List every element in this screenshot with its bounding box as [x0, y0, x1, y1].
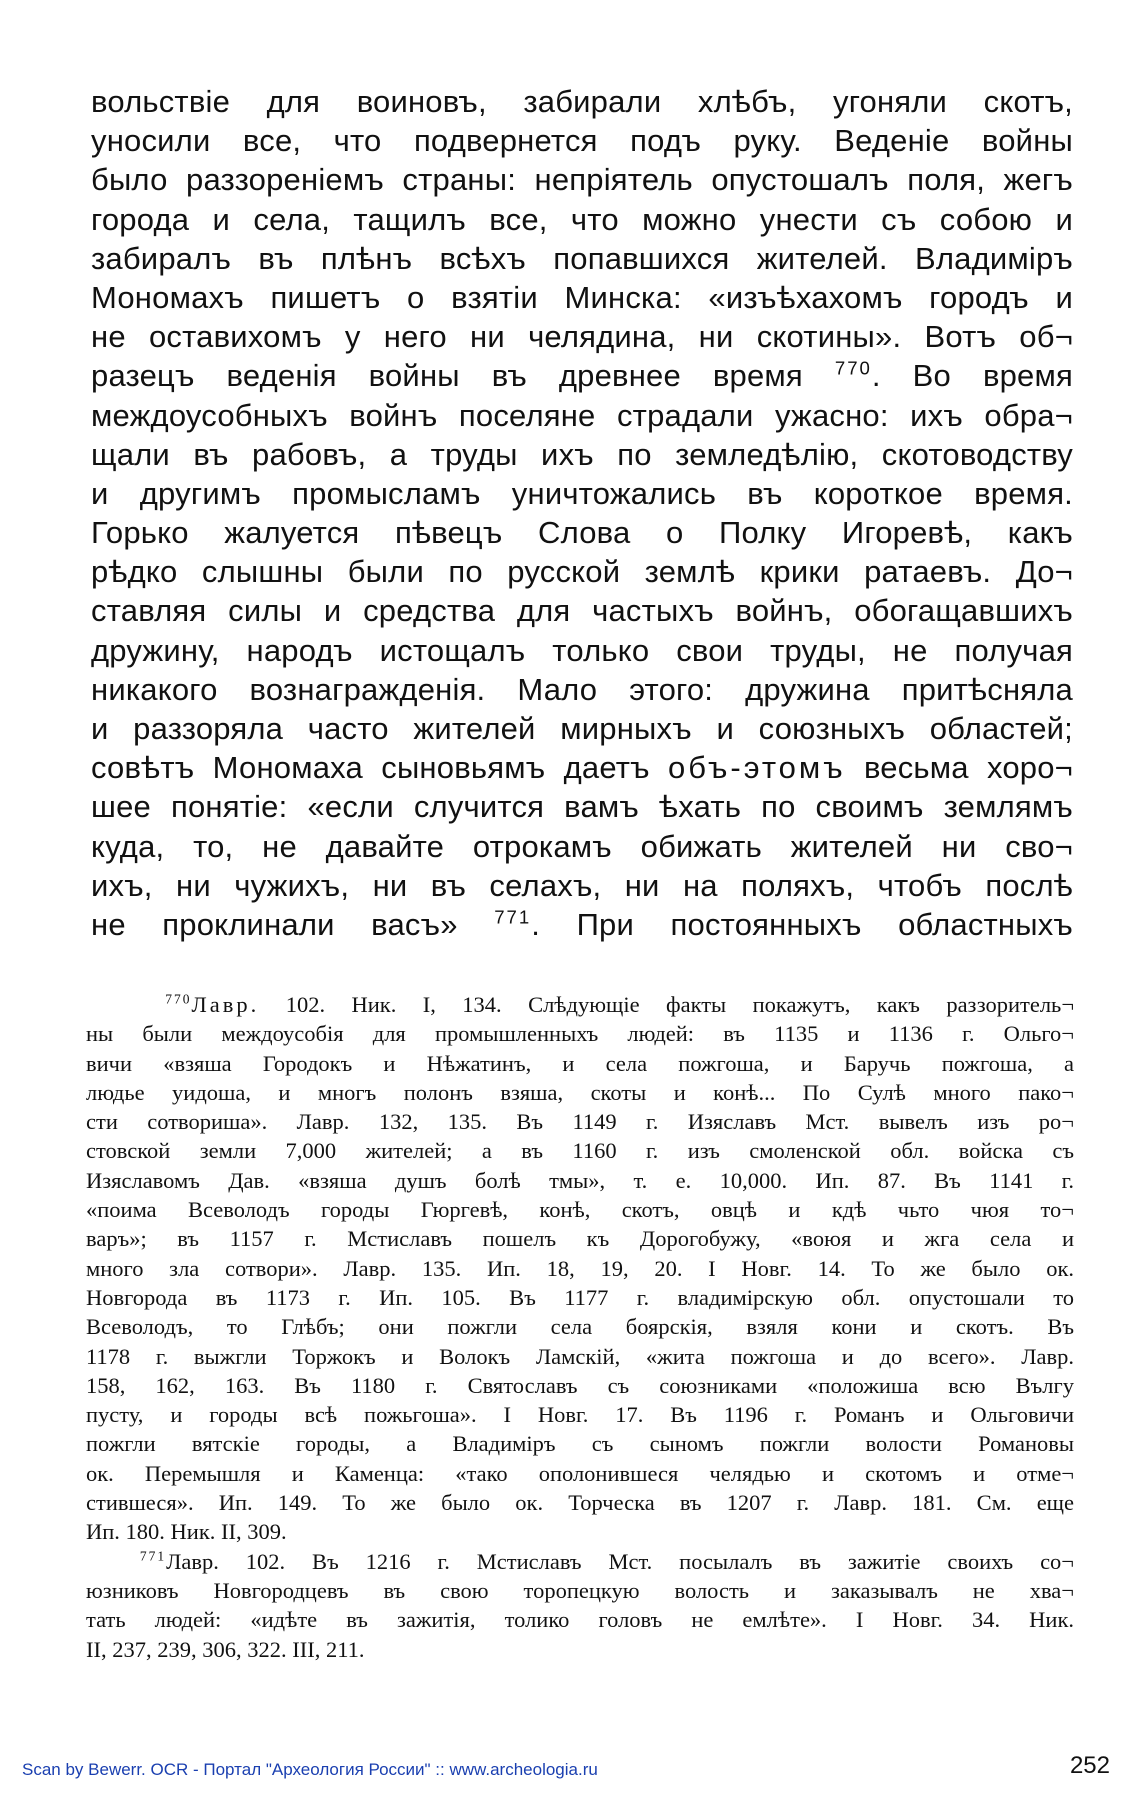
footnote-line: ок. Перемышля и Каменца: «тако ополонившеся челядью и скотомъ и отме¬: [86, 1460, 1074, 1486]
footnote-line: юзниковъ Новгородцевъ въ свою торопецкую волость и заказывалъ не хва¬: [86, 1577, 1074, 1603]
footnote-source: Лавр.: [191, 992, 260, 1017]
text-line: [91, 748, 1073, 787]
footnote-ref-771[interactable]: 771: [494, 906, 532, 928]
text-line: уносили все, что подвернется подъ руку. Веденіе войны: [91, 123, 1073, 159]
footnote-line: Новгорода въ 1173 г. Ип. 105. Въ 1177 г. владимірскую обл. опустошали то: [86, 1284, 1074, 1310]
text-line: и другимъ промысламъ уничтожались въ короткое время.: [91, 475, 1073, 511]
text-line: дружину, народъ истощалъ только свои труды, не получая: [91, 632, 1073, 668]
footnote-line: пусту, и городы всѣ пожьгоша». I Новг. 17. Въ 1196 г. Романъ и Ольговичи: [86, 1402, 1074, 1428]
footnote-line: варъ»; въ 1157 г. Мстиславъ пошелъ къ Дорогобужу, «воюя и жга села и: [86, 1226, 1074, 1252]
text-line: забиралъ въ плѣнъ всѣхъ попавшихся жителей. Владиміръ: [91, 240, 1073, 276]
text-line: шее понятіе: «если случится вамъ ѣхать по своимъ землямъ: [91, 789, 1073, 825]
text-line: Горько жалуется пѣвецъ Слова о Полку Игоревѣ, какъ: [91, 515, 1073, 551]
page-number: 252: [1069, 1752, 1110, 1779]
footnote-line: [86, 990, 1074, 1019]
text-line: никакого вознагражденія. Мало этого: дружина притѣсняла: [91, 671, 1073, 707]
footnote-line: II, 237, 239, 306, 322. III, 211.: [86, 1636, 365, 1662]
footnote-line: людье уидоша, и многъ полонъ взяша, скоты и конѣ... По Сулѣ много пако¬: [86, 1079, 1074, 1105]
text-line: Мономахъ пишетъ о взятіи Минска: «изъѣхахомъ городъ и: [91, 279, 1073, 315]
text-fragment: разецъ веденія войны въ древнее время: [91, 358, 803, 394]
footnote-line: ны были междоусобія для промышленныхъ людей: въ 1135 и 1136 г. Ольго¬: [86, 1021, 1074, 1047]
text-line: щали въ рабовъ, а труды ихъ по земледѣлію, скотоводству: [91, 436, 1073, 472]
text-fragment: совѣтъ Мономаха сыновьямъ даетъ: [91, 750, 650, 786]
text-line: не оставихомъ у него ни челядина, ни скотины». Вотъ об¬: [91, 319, 1073, 355]
footnote-line: «поима Всеволодъ городы Гюргевѣ, конѣ, скотъ, овцѣ и кдѣ чьто чюя то¬: [86, 1197, 1074, 1223]
text-fragment: . Во время: [871, 358, 1073, 394]
footnote-line: вичи «взяша Городокъ и Нѣжатинъ, и села пожгоша, и Баручь пожгоша, а: [86, 1050, 1074, 1076]
footnote-line: тать людей: «идѣте въ зажитія, толико головъ не емлѣте». I Новг. 34. Ник.: [86, 1607, 1074, 1633]
footnote-line: 158, 162, 163. Въ 1180 г. Святославъ съ союзниками «положиша всю Вългу: [86, 1372, 1074, 1398]
footnote-line: стовской земли 7,000 жителей; а въ 1160 г. изъ смоленской обл. войска съ: [86, 1138, 1074, 1164]
text-line: ихъ, ни чужихъ, ни въ селахъ, ни на поляхъ, чтобъ послѣ: [91, 867, 1073, 903]
text-line: [91, 356, 1073, 395]
footnote-ref-770[interactable]: 770: [834, 357, 872, 379]
text-fragment: 102. Ник. I, 134. Слѣдующіе факты покажутъ, какъ раззоритель¬: [285, 992, 1075, 1017]
text-line: куда, то, не давайте отрокамъ обижать жителей ни сво¬: [91, 828, 1073, 864]
footnote-line: [86, 1547, 1074, 1576]
text-fragment: Лавр. 102. Въ 1216 г. Мстиславъ Мст. посылалъ въ зажитіе своихъ со¬: [166, 1548, 1074, 1574]
footnotes: [86, 990, 1074, 1664]
footnote-line: Всеволодъ, то Глѣбъ; они пожгли села боярскія, взяля кони и скотъ. Въ: [86, 1314, 1074, 1340]
footnote-line: сти сотвориша». Лавр. 132, 135. Въ 1149 г. Изяславъ Мст. вывелъ изъ ро¬: [86, 1109, 1074, 1135]
text-line: ставляя силы и средства для частыхъ войнъ, обогащавшихъ: [91, 593, 1073, 629]
text-line: [91, 905, 1073, 944]
footnote-line: 1178 г. выжгли Торжокъ и Волокъ Ламскій, «жита пожгоша и до всего». Лавр.: [86, 1343, 1074, 1369]
footnote-line: стившеся». Ип. 149. То же было ок. Торческа въ 1207 г. Лавр. 181. См. еще: [86, 1490, 1074, 1516]
text-fragment: не проклинали васъ»: [91, 906, 458, 942]
text-line: вольствіе для воиновъ, забирали хлѣбъ, угоняли скотъ,: [91, 84, 1073, 119]
text-line: междоусобныхъ войнъ поселяне страдали ужасно: ихъ обра¬: [91, 397, 1073, 433]
footnote-line: пожгли вятскіе городы, а Владиміръ съ сыномъ пожгли волости Романовы: [86, 1431, 1074, 1457]
footnote-line: Ип. 180. Ник. II, 309.: [86, 1519, 287, 1545]
main-text: [91, 82, 1073, 944]
footnote-marker-771: 771: [139, 1548, 167, 1564]
text-fragment: весьма хоро¬: [863, 750, 1073, 786]
text-line: города и села, тащилъ все, что можно унести съ собою и: [91, 201, 1073, 237]
text-line: и раззоряла часто жителей мирныхъ и союзныхъ областей;: [91, 711, 1073, 746]
text-line: рѣдко слышны были по русской землѣ крики ратаевъ. До¬: [91, 554, 1073, 590]
footnote-line: много зла сотвори». Лавр. 135. Ип. 18, 19, 20. I Новг. 14. То же было ок.: [86, 1255, 1074, 1281]
footnote-line: Изяславомъ Дав. «взяша душъ болѣ тмы», т. е. 10,000. Ип. 87. Въ 1141 г.: [86, 1167, 1074, 1193]
footnote-marker-770: 770: [165, 991, 192, 1007]
spaced-word: объ-этомъ: [668, 750, 846, 786]
text-fragment: . При постоянныхъ областныхъ: [531, 906, 1073, 942]
text-line: было раззореніемъ страны: непріятель опустошалъ поля, жегъ: [91, 162, 1073, 198]
scan-credit-link[interactable]: Scan by Bewerr. OCR - Портал "Археология России" :: www.archeologia.ru: [22, 1760, 598, 1779]
